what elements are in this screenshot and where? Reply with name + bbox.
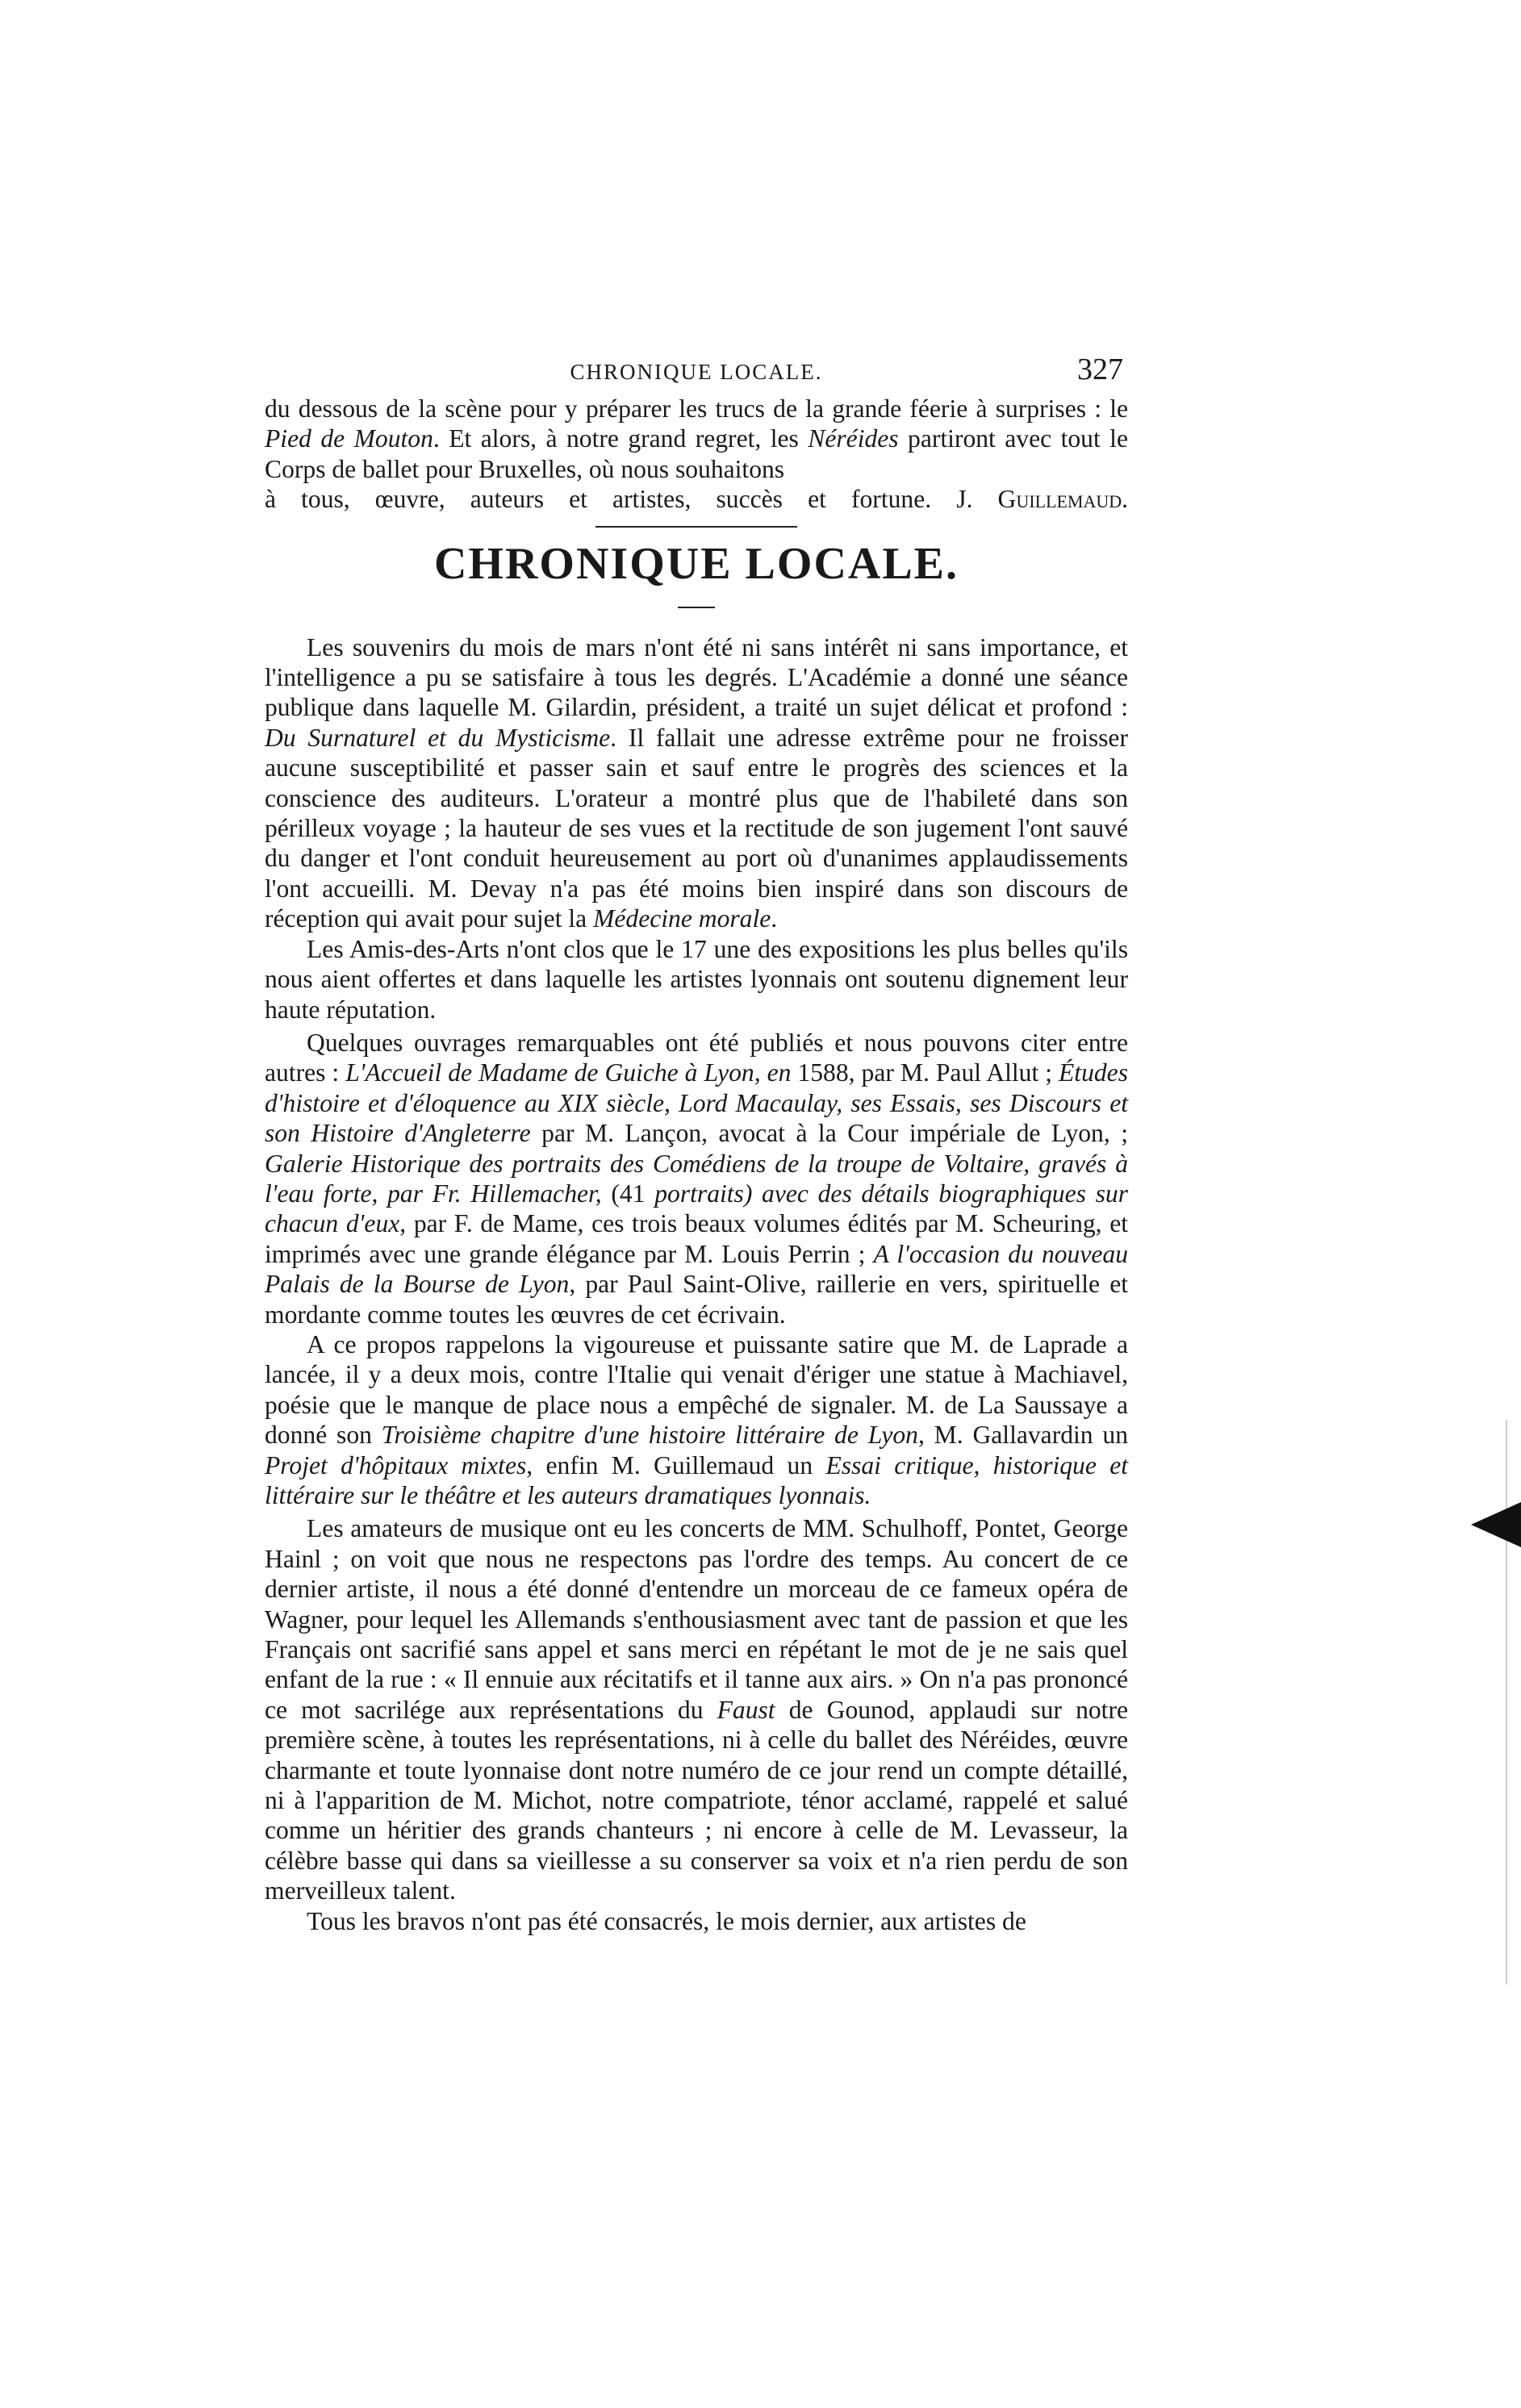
- paragraph-6: Tous les bravos n'ont pas été consacrés, le mois dernier, aux artistes de: [307, 1906, 1026, 1935]
- page-number: 327: [1077, 353, 1123, 386]
- p1-text-e: .: [771, 904, 778, 933]
- scan-arrow-icon: [1471, 1502, 1521, 1547]
- section-divider: [595, 526, 797, 528]
- preceding-line-2b: . Et alors, à notre grand regret, les: [432, 424, 809, 453]
- p5-text-a: Les amateurs de musique ont eu les concerts de MM. Schulhoff, Pontet, George Hainl ; on voit que nous ne respectons pas l'ordre des temps. Au concert de ce dernier artiste, il nous a été donné d'entendre un morceau de ce fameux opéra de Wagner, pour lequel les Allemands s'enthousiasment avec tant de passion et que les Français ont sacrifié sans appel et sans merci en répétant le mot de je ne sais quel enfant de la rue : « Il ennuie aux récitatifs et il tanne aux airs. » On n'a pas prononcé ce mot sacrilége aux représentations du: [265, 1514, 1128, 1724]
- p1-italic-medecine: Médecine morale: [593, 904, 771, 933]
- signature-line: [265, 484, 1128, 514]
- pied-de-mouton-title: Pied de Mouton: [265, 424, 433, 453]
- preceding-line-2: surprises : le: [995, 394, 1128, 423]
- p1-text-c: . Il fallait une adresse extrême pour ne froisser aucune susceptibilité et passer sain et sauf entre le progrès des sciences et la conscience des auditeurs. L'orateur a montré plus que de l'habileté dans son périlleux voyage ; la hauteur de ses vues et la rectitude de son jugement l'ont sauvé du danger et l'ont conduit heureusement au port où d'unanimes applaudissements l'ont accueilli. M. Devay n'a pas été moins bien inspiré dans son discours de réception qui avait pour sujet la: [265, 723, 1128, 933]
- p3-text-k: , par Paul Saint-Olive, raillerie en vers, spirituelle et mordante comme toutes les œuvres de cet écrivain.: [265, 1270, 1128, 1329]
- p3-text-e: par M. Lançon, avocat à la Cour impériale de Lyon, ;: [530, 1119, 1128, 1148]
- preceding-paragraph: [265, 394, 1128, 484]
- p4-text-a: A ce propos rappelons la vigoureuse et puissante satire que M. de Laprade a lancée, il y a deux mois, contre l'Italie qui venait d'ériger une statue à Machiavel, poésie que le manque de place nous a empêché de signaler. M. de La Saussaye a donné son: [265, 1329, 1128, 1450]
- p3-italic-accueil: L'Accueil de Madame de Guiche à Lyon, en: [345, 1058, 792, 1087]
- p4-italic-chapitre: Troisième chapitre d'une histoire littéraire de Lyon: [381, 1421, 918, 1450]
- section-title: CHRONIQUE LOCALE.: [433, 538, 959, 589]
- p5-italic-faust: Faust: [717, 1695, 775, 1724]
- paragraph-4: [265, 1329, 1128, 1510]
- paragraph-1: [265, 632, 1128, 934]
- p4-italic-essai: Essai critique, historique et littéraire sur le théâtre et les auteurs dramatiques lyonnais.: [265, 1450, 1129, 1509]
- p3-text-i: , par F. de Mame, ces trois beaux volumes édités par M. Scheuring, et imprimés avec une grande élégance par M. Louis Perrin ;: [265, 1209, 1129, 1268]
- p4-italic-projet: Projet d'hôpitaux mixtes: [265, 1450, 527, 1479]
- preceding-line-4: à tous, œuvre, auteurs et artistes, succès et fortune.: [265, 485, 932, 514]
- paragraph-2: Les Amis-des-Arts n'ont clos que le 17 une des expositions les plus belles qu'ils nous aient offertes et dans laquelle les artistes lyonnais ont soutenu dignement leur haute réputation.: [265, 934, 1128, 1024]
- preceding-line-3: partiront avec tout le Corps de ballet pour Bruxelles, où nous souhaitons: [265, 424, 1128, 483]
- paragraph-3: [265, 1028, 1128, 1329]
- paragraph-5: [265, 1513, 1128, 1905]
- p1-italic-title: Du Surnaturel et du Mysticisme: [265, 723, 611, 752]
- author-signature: J. Guillemaud.: [956, 485, 1129, 514]
- title-underline: [678, 607, 715, 608]
- nereides-title: Néréides: [808, 424, 899, 453]
- p3-italic-portraits: portraits) avec des détails biographiques sur chacun d'eux: [265, 1179, 1129, 1238]
- preceding-line-1: du dessous de la scène pour y préparer les trucs de la grande féerie à: [265, 394, 988, 423]
- p3-text-a: Quelques ouvrages remarquables ont été publiés et nous pouvons citer entre autres :: [265, 1028, 1128, 1087]
- p3-text-c: 1588, par M. Paul Allut ;: [791, 1058, 1059, 1087]
- running-title: CHRONIQUE LOCALE.: [570, 360, 823, 384]
- p3-italic-galerie: Galerie Historique des portraits des Comédiens de la troupe de Voltaire, gravés à l'eau forte, par Fr. Hillemacher,: [265, 1149, 1128, 1208]
- p5-text-c: de Gounod, applaudi sur notre première scène, à toutes les représentations, ni à celle du ballet des Néréides, œuvre charmante et toute lyonnaise dont notre numéro de ce jour rend un compte détaillé, ni à l'apparition de M. Michot, notre compatriote, ténor acclamé, rappelé et salué comme un héritier des grands chanteurs ; ni encore à celle de M. Levasseur, la célèbre basse qui dans sa vieillesse a su conserver sa voix et n'a rien perdu de son merveilleux talent.: [265, 1695, 1128, 1905]
- p3-text-g: (41: [601, 1179, 655, 1208]
- p1-text-a: Les souvenirs du mois de mars n'ont été ni sans intérêt ni sans importance, et l'intelligence a pu se satisfaire à tous les degrés. L'Académie a donné une séance publique dans laquelle M. Gilardin, président, a traité un sujet délicat et profond :: [265, 632, 1128, 722]
- text-block: [265, 348, 1128, 1936]
- p3-italic-palais: A l'occasion du nouveau Palais de la Bourse de Lyon: [265, 1239, 1128, 1299]
- p4-text-c: , M. Gallavardin un: [917, 1421, 1129, 1450]
- p4-text-e: , enfin M. Guillemaud un: [526, 1450, 826, 1479]
- running-head: [265, 348, 1128, 394]
- p3-italic-etudes: Études d'histoire et d'éloquence au XIX siècle, Lord Macaulay, ses Essais, ses Discours et son Histoire d'Angleterre: [265, 1058, 1128, 1148]
